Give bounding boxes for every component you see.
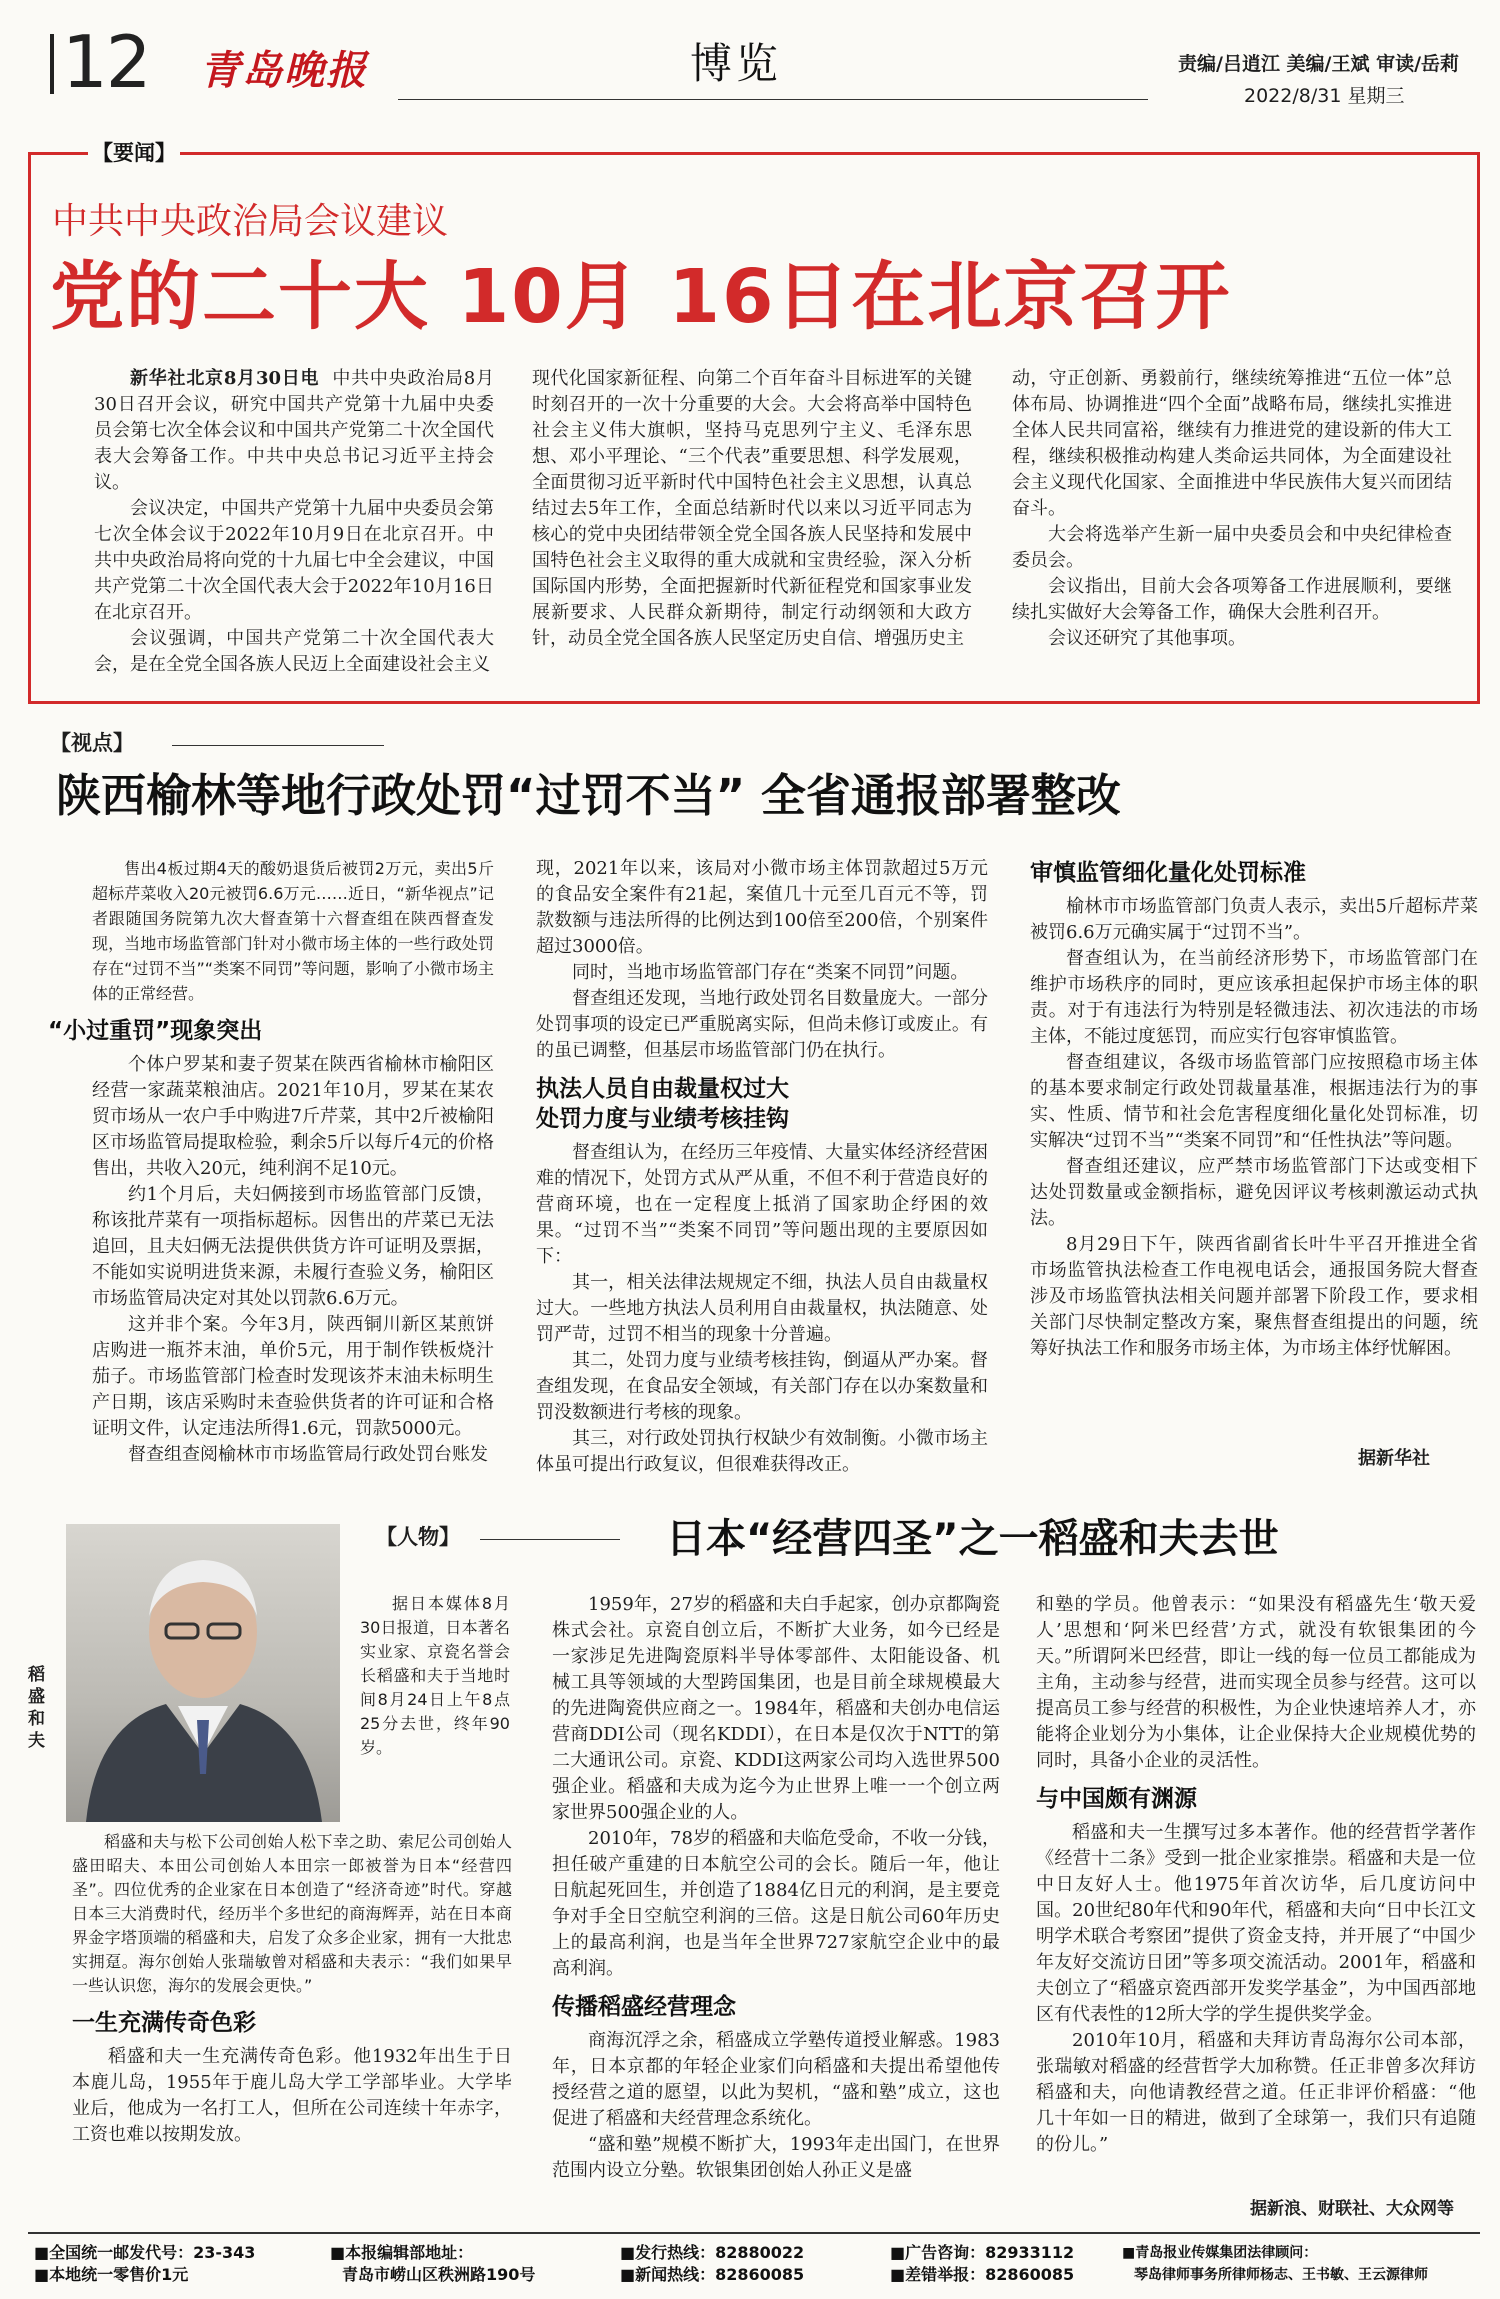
viewpoint-paragraph: 现，2021年以来，该局对小微市场主体罚款超过5万元的食品安全案件有21起，案值几十元至几百元不等，罚款数额与违法所得的比例达到100倍至200倍，个别案件超过3000倍。 — [536, 858, 988, 957]
lead-paragraph: 会议强调，中国共产党第二十次全国代表大会，是在全党全国各族人民迈上全面建设社会主义 — [94, 628, 494, 675]
lead-paragraph: 会议指出，目前大会各项筹备工作进展顺利，要继续扎实做好大会筹备工作，确保大会胜利召开。 — [1012, 576, 1452, 623]
page-number-bar — [50, 34, 54, 94]
lead-headline: 党的二十大 10月 16日在北京召开 — [50, 254, 1232, 340]
people-tag: 【人物】 — [376, 1525, 460, 1549]
people-paragraph: 2010年10月，稻盛和夫拜访青岛海尔公司本部，张瑞敏对稻盛的经营哲学大加称赞。任正非曾多次拜访稻盛和夫，向他请教经营之道。任正非评价稻盛：“他几十年如一日的精进，做到了全球第一，我们只有追随的份儿。” — [1036, 2030, 1476, 2155]
viewpoint-paragraph: 其三，对行政处罚执行权缺少有效制衡。小微市场主体虽可提出行政复议，但很难获得改正。 — [536, 1428, 988, 1475]
lead-paragraph: 新华社北京8月30日电 中共中央政治局8月30日召开会议，研究中国共产党第十九届中央委员会第七次全体会议和中国共产党第二十次全国代表大会筹备工作。中共中央总书记习近平主持会议。 — [94, 368, 495, 493]
section-title: 博览 — [690, 39, 783, 88]
lead-paragraph: 动，守正创新、勇毅前行，继续统筹推进“五位一体”总体布局、协调推进“四个全面”战略布局，继续扎实推进全体人民共同富裕，继续有力推进党的建设新的伟大工程，继续积极推动构建人类命运共同体，为全面建设社会主义现代化国家、全面推进中华民族伟大复兴而团结奋斗。 — [1012, 368, 1452, 519]
viewpoint-paragraph: 这并非个案。今年3月，陕西铜川新区某煎饼店购进一瓶芥末油，单价5元，用于制作铁板烧汁茄子。市场监管部门检查时发现该芥末油未标明生产日期，该店采购时未查验供货者的许可证和合格证明文件，认定违法所得1.6元，罚款5000元。 — [92, 1314, 494, 1439]
viewpoint-intro: 售出4板过期4天的酸奶退货后被罚2万元，卖出5斤超标芹菜收入20元被罚6.6万元……近日，“新华视点”记者跟随国务院第九次大督查第十六督查组在陕西督查发现，当地市场监管部门针对小微市场主体的一些行政处罚存在“过罚不当”“类案不同罚”等问题，影响了小微市场主体的正常经营。 — [92, 859, 494, 1003]
lead-kicker: 中共中央政治局会议建议 — [52, 201, 449, 242]
footer-postal: ■全国统一邮发代号：23-343 ■本地统一零售价1元 — [34, 2243, 256, 2284]
people-subhead-1: 一生充满传奇色彩 — [72, 2010, 256, 2036]
viewpoint-paragraph: 督查组还建议，应严禁市场监管部门下达或变相下达处罚数量或金额指标，避免因评议考核刺激运动式执法。 — [1030, 1156, 1478, 1229]
people-rule — [480, 1539, 620, 1540]
lead-column-3 — [1012, 366, 1452, 652]
portrait-figure — [66, 1524, 340, 1822]
footer-hotlines: ■发行热线：82880022 ■新闻热线：82860085 — [620, 2243, 805, 2284]
viewpoint-subhead-3: 审慎监管细化量化处罚标准 — [1030, 860, 1306, 886]
viewpoint-rule — [172, 745, 384, 746]
editor-credits: 责编/吕逍江 美编/王斌 审读/岳莉 — [1178, 53, 1460, 75]
people-intro-1 — [360, 1592, 510, 1760]
lead-paragraph: 大会将选举产生新一届中央委员会和中央纪律检查委员会。 — [1012, 524, 1452, 571]
viewpoint-paragraph: 约1个月后，夫妇俩接到市场监管部门反馈，称该批芹菜有一项指标超标。因售出的芹菜已无法追回，且夫妇俩无法提供供货方许可证明及票据，不能如实说明进货来源，未履行查验义务，榆阳区市场监管局决定对其处以罚款6.6万元。 — [92, 1184, 494, 1309]
people-subhead-3: 与中国颇有渊源 — [1036, 1786, 1197, 1812]
people-paragraph: 2010年，78岁的稻盛和夫临危受命，不收一分钱，担任破产重建的日本航空公司的会长。随后一年，他让日航起死回生，并创造了1884亿日元的利润，是主要竞争对手全日空航空利润的三倍。这是日航公司60年历史上的最高利润，也是当年全世界727家航空企业中的最高利润。 — [552, 1828, 1000, 1979]
people-column-1 — [72, 1830, 512, 2148]
footer-legal: ■青岛报业传媒集团法律顾问： 琴岛律师事务所律师杨志、王书敏、王云源律师 — [1122, 2245, 1428, 2283]
viewpoint-column-3 — [1030, 856, 1478, 1362]
page-number: 12 — [62, 20, 150, 104]
footer-ads: ■广告咨询：82933112 ■差错举报：82860085 — [890, 2243, 1075, 2284]
viewpoint-tag: 【视点】 — [50, 731, 134, 755]
people-headline: 日本“经营四圣”之一稻盛和夫去世 — [666, 1516, 1279, 1562]
footer-rule — [28, 2232, 1480, 2234]
lead-column-1 — [94, 366, 494, 678]
people-subhead-2: 传播稻盛经营理念 — [552, 1994, 736, 2020]
viewpoint-source: 据新华社 — [1358, 1448, 1430, 1469]
people-paragraph: 商海沉浮之余，稻盛成立学塾传道授业解惑。1983年，日本京都的年轻企业家们向稻盛和夫提出希望他传授经营之道的愿望，以此为契机，“盛和塾”成立，这也促进了稻盛和夫经营理念系统化。 — [552, 2030, 1000, 2129]
viewpoint-column-2 — [536, 856, 988, 1478]
people-intro-paragraph: 据日本媒体8月30日报道，日本著名实业家、京瓷名誉会长稻盛和夫于当地时间8月24日上午8点25分去世，终年90岁。 — [360, 1594, 510, 1757]
lead-tag: 【要闻】 — [88, 140, 180, 166]
people-paragraph: 稻盛和夫一生撰写过多本著作。他的经营哲学著作《经营十二条》受到一批企业家推崇。稻盛和夫是一位中日友好人士。他1975年首次访华，后几度访问中国。20世纪80年代和90年代，稻盛和夫向“日中长江文明学术联合考察团”提供了资金支持，并开展了“中国少年友好交流访日团”等多项交流活动。2001年，稻盛和夫创立了“稻盛京瓷西部开发奖学基金”，为中国西部地区有代表性的12所大学的学生提供奖学金。 — [1036, 1822, 1476, 2025]
lead-paragraph: 会议决定，中国共产党第十九届中央委员会第七次全体会议于2022年10月9日在北京召开。中共中央政治局将向党的十九届七中全会建议，中国共产党第二十次全国代表大会于2022年10月16日在北京召开。 — [94, 498, 494, 623]
people-paragraph: “盛和塾”规模不断扩大，1993年走出国门，在世界范围内设立分塾。软银集团创始人孙正义是盛 — [552, 2134, 1000, 2181]
people-paragraph: 稻盛和夫一生充满传奇色彩。他1932年出生于日本鹿儿岛，1955年于鹿儿岛大学工学部毕业。大学毕业后，他成为一名打工人，但所在公司连续十年赤字，工资也难以按期发放。 — [72, 2046, 512, 2145]
lead-paragraph: 现代化国家新征程、向第二个百年奋斗目标进军的关键时刻召开的一次十分重要的大会。大会将高举中国特色社会主义伟大旗帜，坚持马克思列宁主义、毛泽东思想、邓小平理论、“三个代表”重要思想、科学发展观，全面贯彻习近平新时代中国特色社会主义思想，认真总结过去5年工作，全面总结新时代以来以习近平同志为核心的党中央团结带领全党全国各族人民坚持和发展中国特色社会主义取得的重大成就和宝贵经验，深入分析国际国内形势，全面把握新时代新征程党和国家事业发展新要求、人民群众新期待，制定行动纲领和大政方针，动员全党全国各族人民坚定历史自信、增强历史主 — [532, 368, 972, 649]
lead-paragraph: 会议还研究了其他事项。 — [1048, 628, 1246, 649]
people-column-2 — [552, 1592, 1000, 2184]
portrait-photo — [66, 1524, 340, 1822]
portrait-caption: 稻盛和夫 — [28, 1665, 45, 1751]
newspaper-logo: 青岛晚报 — [200, 47, 368, 94]
viewpoint-paragraph: 8月29日下午，陕西省副省长叶牛平召开推进全省市场监管执法检查工作电视电话会，通报国务院大督查涉及市场监管执法相关问题并部署下阶段工作，要求相关部门尽快制定整改方案，聚焦督查组提出的问题，统筹好执法工作和服务市场主体，为市场主体纾忧解困。 — [1030, 1234, 1478, 1359]
viewpoint-paragraph: 同时，当地市场监管部门存在“类案不同罚”问题。 — [572, 962, 969, 983]
people-intro-paragraph: 稻盛和夫与松下公司创始人松下幸之助、索尼公司创始人盛田昭夫、本田公司创始人本田宗一郎被誉为日本“经营四圣”。四位优秀的企业家在日本创造了“经济奇迹”时代。穿越日本三大消费时代，经历半个多世纪的商海辉弄，站在日本商界金字塔顶端的稻盛和夫，启发了众多企业家，拥有一大批忠实拥趸。海尔创始人张瑞敏曾对稻盛和夫表示：“我们如果早一些认识您，海尔的发展会更快。” — [72, 1832, 512, 1995]
viewpoint-paragraph: 督查组认为，在当前经济形势下，市场监管部门在维护市场秩序的同时，更应该承担起保护市场主体的职责。对于有违法行为特别是轻微违法、初次违法的市场主体，不能过度惩罚，而应实行包容审慎监管。 — [1030, 948, 1478, 1047]
people-column-3 — [1036, 1592, 1476, 2158]
viewpoint-paragraph: 个体户罗某和妻子贺某在陕西省榆林市榆阳区经营一家蔬菜粮油店。2021年10月，罗某在某农贸市场从一农户手中购进7斤芹菜，其中2斤被榆阳区市场监管局提取检验，剩余5斤以每斤4元的价格售出，共收入20元，纯利润不足10元。 — [92, 1054, 494, 1179]
viewpoint-paragraph: 督查组建议，各级市场监管部门应按照稳市场主体的基本要求制定行政处罚裁量基准，根据违法行为的事实、性质、情节和社会危害程度细化量化处罚标准，切实解决“过罚不当”“类案不同罚”和“任性执法”等问题。 — [1030, 1052, 1478, 1151]
viewpoint-subhead-1: “小过重罚”现象突出 — [48, 1018, 263, 1044]
viewpoint-paragraph: 督查组还发现，当地行政处罚名目数量庞大。一部分处罚事项的设定已严重脱离实际，但尚未修订或废止。有的虽已调整，但基层市场监管部门仍在执行。 — [536, 988, 988, 1061]
viewpoint-paragraph: 榆林市市场监管部门负责人表示，卖出5斤超标芹菜被罚6.6万元确实属于“过罚不当”。 — [1030, 896, 1478, 943]
viewpoint-paragraph: 其一，相关法律法规规定不细，执法人员自由裁量权过大。一些地方执法人员利用自由裁量权，执法随意、处罚严苛，过罚不相当的现象十分普遍。 — [536, 1272, 988, 1345]
header-rule — [398, 99, 1148, 100]
viewpoint-subhead-2: 执法人员自由裁量权过大 处罚力度与业绩考核挂钩 — [536, 1076, 789, 1132]
people-source: 据新浪、财联社、大众网等 — [1250, 2199, 1454, 2219]
people-paragraph: 1959年，27岁的稻盛和夫白手起家，创办京都陶瓷株式会社。京瓷自创立后，不断扩大业务，如今已经是一家涉足先进陶瓷原料半导体零部件、太阳能设备、机械工具等领域的大型跨国集团，也是目前全球规模最大的先进陶瓷供应商之一。1984年，稻盛和夫创办电信运营商DDI公司（现名KDDI），在日本是仅次于NTT的第二大通讯公司。京瓷、KDDI这两家公司均入选世界500强企业。稻盛和夫成为迄今为止世界上唯一一个创立两家世界500强企业的人。 — [552, 1594, 1000, 1823]
footer-address: ■本报编辑部地址： 青岛市崂山区秩洲路190号 — [330, 2243, 536, 2284]
viewpoint-column-1 — [48, 856, 494, 1468]
viewpoint-paragraph: 督查组查阅榆林市市场监管局行政处罚台账发 — [128, 1444, 488, 1465]
issue-date: 2022/8/31 星期三 — [1244, 85, 1405, 107]
lead-column-2 — [532, 366, 972, 652]
people-paragraph: 和塾的学员。他曾表示：“如果没有稻盛先生‘敬天爱人’思想和‘阿米巴经营’方式，就没有软银集团的今天。”所谓阿米巴经营，即让一线的每一位员工都能成为主角，主动参与经营，进而实现全员参与经营。这可以提高员工参与经营的积极性，为企业快速培养人才，亦能将企业划分为小集体，让企业保持大企业规模优势的同时，具备小企业的灵活性。 — [1036, 1594, 1476, 1771]
viewpoint-paragraph: 其二，处罚力度与业绩考核挂钩，倒逼从严办案。督查组发现，在食品安全领域，有关部门存在以办案数量和罚没数额进行考核的现象。 — [536, 1350, 988, 1423]
viewpoint-headline: 陕西榆林等地行政处罚“过罚不当” 全省通报部署整改 — [56, 769, 1121, 822]
viewpoint-paragraph: 督查组认为，在经历三年疫情、大量实体经济经营困难的情况下，处罚方式从严从重，不但不利于营造良好的营商环境，也在一定程度上抵消了国家助企纾困的效果。“过罚不当”“类案不同罚”等问题出现的主要原因如下： — [536, 1142, 988, 1267]
